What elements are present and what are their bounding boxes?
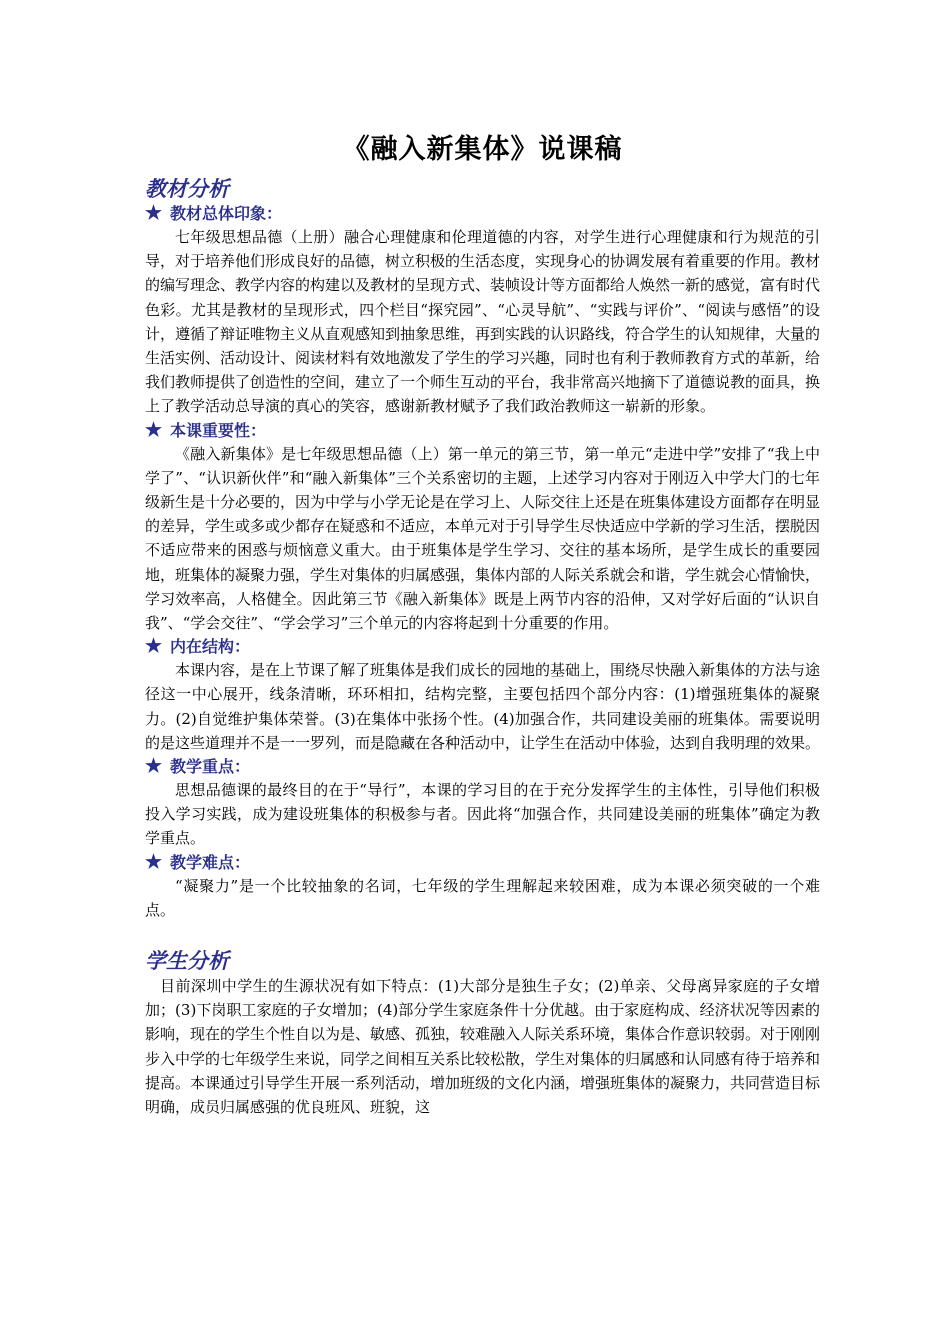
subheading-label: 教学重点： — [170, 757, 251, 777]
paragraph-student-analysis: 目前深圳中学生的生源状况有如下特点：(1)大部分是独生子女；(2)单亲、父母离异家庭的子女增加；(3)下岗职工家庭的子女增加；(4)部分学生家庭条件十分优越。由于家庭构成、经济状况等因素的影响，现在的学生个性自以为是、敏感、孤独，较难融入人际关系环境，集体合作意识较弱。对于刚刚步入中学的七年级学生来说，同学之间相互关系比较松散，学生对集体的归属感和认同感有待于培养和提高。本课通过引导学生开展一系列活动，增加班级的文化内涵，增强班集体的凝聚力，共同营造目标明确，成员归属感强的优良班风、班貌，这 — [145, 977, 821, 1117]
paragraph-difficulties: “凝聚力”是一个比较抽象的名词，七年级的学生理解起来较困难，成为本课必须突破的一个难点。 — [145, 876, 820, 919]
subheading-label: 教学难点： — [170, 852, 251, 872]
paragraph-key-points: 思想品德课的最终目的在于“导行”，本课的学习目的在于充分发挥学生的主体性，引导他们积极投入学习实践，成为建设班集体的积极参与者。因此将“加强合作，共同建设美丽的班集体”确定为教学重点。 — [145, 781, 820, 848]
subheading-difficulties — [145, 851, 820, 874]
section-heading-student-analysis: 学生分析 — [145, 948, 229, 974]
subheading-label: 教材总体印象： — [170, 204, 283, 223]
section-heading-textbook-analysis: 教材分析 — [145, 176, 229, 201]
subsection-importance — [145, 419, 820, 636]
subheading-label: 内在结构： — [170, 637, 251, 657]
document-title: 《融入新集体》说课稿 — [342, 134, 623, 165]
paragraph-importance: 《融入新集体》是七年级思想品德（上）第一单元的第三节，第一单元“走进中学”安排了“我上中学了”、“认识新伙伴”和“融入新集体”三个关系密切的主题，上述学习内容对于刚迈入中学大门的七年级新生是十分必要的，因为中学与小学无论是在学习上、人际交往上还是在班集体建设方面都存在明显的差异，学生或多或少都存在疑惑和不适应，本单元对于引导学生尽快适应中学新的学习生活，摆脱因不适应带来的困惑与烦恼意义重大。由于班集体是学生学习、交往的基本场所，是学生成长的重要园地，班集体的凝聚力强，学生对集体的归属感强，集体内部的人际关系就会和谐，学生就会心情愉快，学习效率高，人格健全。因此第三节《融入新集体》既是上两节内容的沿伸，又对学好后面的“认识自我”、“学会交往”、“学会学习”三个单元的内容将起到十分重要的作用。 — [145, 444, 821, 633]
document-page — [145, 128, 820, 1119]
subsection-key-points — [145, 755, 820, 851]
star-icon: ★ — [145, 418, 163, 441]
subheading-key-points — [145, 755, 820, 778]
subsection-difficulties — [145, 851, 820, 922]
subsection-overall-impression — [145, 202, 820, 419]
section-textbook-analysis — [145, 176, 820, 922]
section-student-analysis — [145, 948, 820, 1119]
star-icon: ★ — [145, 755, 163, 778]
star-icon: ★ — [145, 635, 163, 658]
paragraph-structure: 本课内容，是在上节课了解了班集体是我们成长的园地的基础上，围绕尽快融入新集体的方法与途径这一中心展开，线条清晰，环环相扣，结构完整，主要包括四个部分内容：(1)增强班集体的凝聚力。(2)自觉维护集体荣誉。(3)在集体中张扬个性。(4)加强合作，共同建设美丽的班集体。需要说明的是这些道理并不是一一罗列，而是隐藏在各种活动中，让学生在活动中体验，达到自我明理的效果。 — [145, 661, 821, 752]
subsection-structure — [145, 635, 820, 755]
paragraph-overall-impression: 七年级思想品德（上册）融合心理健康和伦理道德的内容，对学生进行心理健康和行为规范的引导，对于培养他们形成良好的品德，树立积极的生活态度，实现身心的协调发展有着重要的作用。教材的编写理念、教学内容的构建以及教材的呈现方式、装帧设计等方面都给人焕然一新的感觉，富有时代色彩。尤其是教材的呈现形式，四个栏目“探究园”、“心灵导航”、“实践与评价”、“阅读与感悟”的设计，遵循了辩证唯物主义从直观感知到抽象思维，再到实践的认识路线，符合学生的认知规律，大量的生活实例、活动设计、阅读材料有效地激发了学生的学习兴趣，同时也有利于教师教育方式的革新，给我们教师提供了创造性的空间，建立了一个师生互动的平台，我非常高兴地摘下了道德说教的面具，换上了教学活动总导演的真心的笑容，感谢新教材赋予了我们政治教师这一崭新的形象。 — [145, 228, 821, 416]
subheading-importance — [145, 419, 820, 442]
subheading-overall-impression — [145, 202, 820, 225]
star-icon: ★ — [145, 202, 163, 224]
subheading-label: 本课重要性： — [170, 420, 267, 440]
star-icon: ★ — [145, 850, 163, 873]
subheading-structure — [145, 635, 820, 658]
